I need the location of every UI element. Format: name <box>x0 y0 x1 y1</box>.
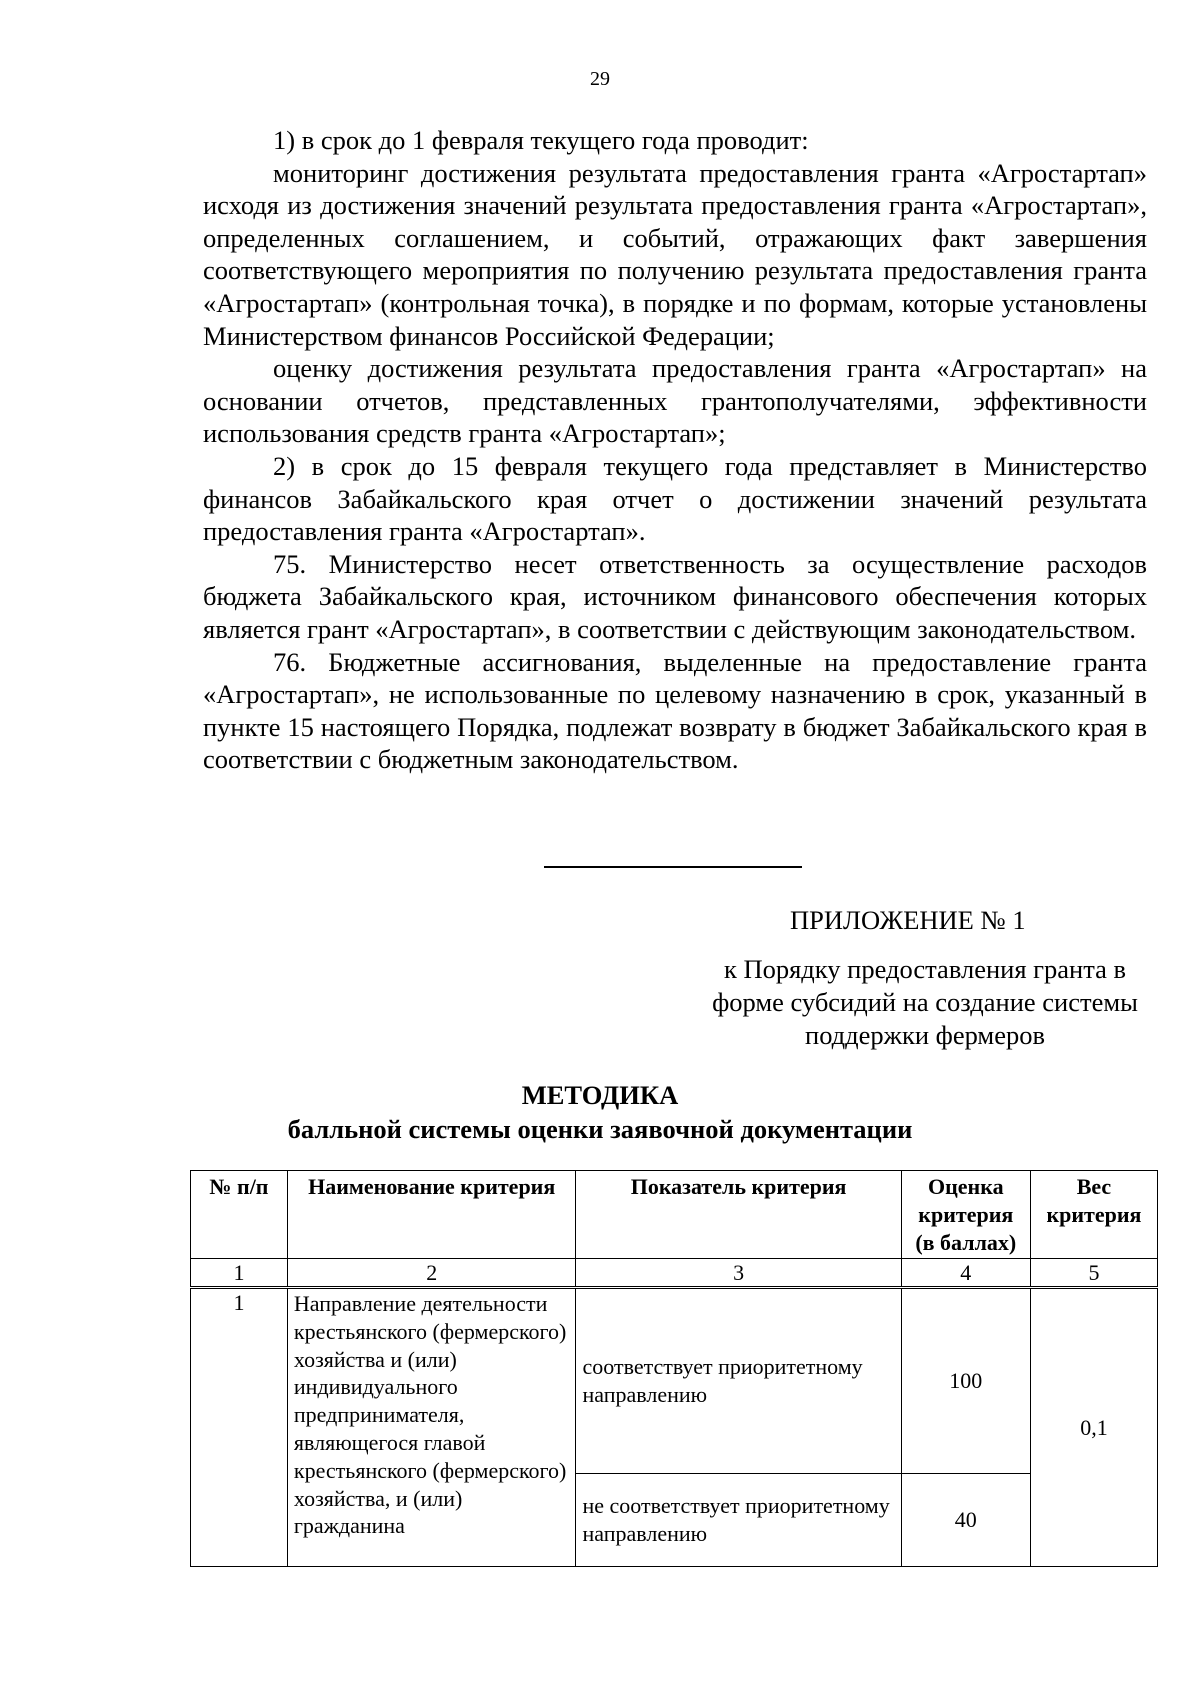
column-number: 4 <box>901 1259 1030 1287</box>
header-name: Наименование критерия <box>287 1171 576 1259</box>
paragraph-6: 76. Бюджетные ассигнования, выделенные на предоставление гранта «Агростартап», не использованные по целевому назначению в срок, указанный в пункте 15 настоящего Порядка, подлежат возврату в бюджет Забайкальского края в соответствии с бюджетным законодательством. <box>203 646 1147 775</box>
column-number-row <box>191 1259 1158 1287</box>
table-header-row <box>191 1171 1158 1259</box>
paragraph-1: 1) в срок до 1 февраля текущего года проводит: <box>273 125 809 155</box>
paragraph-5: 75. Министерство несет ответственность за осуществление расходов бюджета Забайкальского края, источником финансового обеспечения которых является грант «Агростартап», в соответствии с действующим законодательством. <box>203 548 1147 644</box>
criterion-score: 100 <box>901 1289 1030 1474</box>
appendix-title: ПРИЛОЖЕНИЕ № 1 <box>790 905 1026 935</box>
paragraph-4: 2) в срок до 15 февраля текущего года представляет в Министерство финансов Забайкальского края отчет о достижении значений результата предоставления гранта «Агростартап». <box>203 450 1147 547</box>
methodology-subtitle: балльной системы оценки заявочной документации <box>287 1114 913 1144</box>
paragraph-3: оценку достижения результата предоставления гранта «Агростартап» на основании отчетов, представленных грантополучателями, эффективности использования средств гранта «Агростартап»; <box>203 353 1147 449</box>
column-number: 5 <box>1030 1259 1157 1287</box>
criterion-score: 40 <box>901 1474 1030 1567</box>
criterion-indicator: соответствует приоритетному направлению <box>576 1289 901 1474</box>
criterion-name: Направление деятельности крестьянского (фермерского) хозяйства и (или) индивидуального предпринимателя, являющегося главой крестьянского (фермерского) хозяйства, и (или) гражданина <box>287 1289 576 1567</box>
table-row <box>191 1289 1158 1474</box>
header-weight: Вес критерия <box>1030 1171 1157 1259</box>
header-score: Оценка критерия (в баллах) <box>901 1171 1030 1259</box>
header-indicator: Показатель критерия <box>576 1171 901 1259</box>
body-text <box>203 124 1147 776</box>
criterion-number: 1 <box>191 1289 288 1567</box>
appendix-subtitle-line: форме субсидий на создание системы <box>712 987 1138 1017</box>
column-number: 1 <box>191 1259 288 1287</box>
column-number: 2 <box>287 1259 576 1287</box>
appendix-subtitle-line: поддержки фермеров <box>805 1020 1045 1050</box>
paragraph-2: мониторинг достижения результата предоставления гранта «Агростартап» исходя из достижения значений результата предоставления гранта «Агростартап», определенных соглашением, и событий, отражающих факт завершения соответствующего мероприятия по получению результата предоставления гранта «Агростартап» (контрольная точка), в порядке и по формам, которые установлены Министерством финансов Российской Федерации; <box>203 157 1147 351</box>
appendix-subtitle <box>680 953 1170 1052</box>
methodology-title: МЕТОДИКА <box>521 1080 679 1110</box>
criterion-weight: 0,1 <box>1030 1289 1157 1567</box>
section-separator <box>544 866 802 868</box>
criteria-table-body <box>190 1288 1158 1567</box>
criteria-table-header <box>190 1170 1158 1287</box>
column-number: 3 <box>576 1259 901 1287</box>
header-number: № п/п <box>191 1171 288 1259</box>
page-number: 29 <box>590 68 610 90</box>
appendix-subtitle-line: к Порядку предоставления гранта в <box>723 954 1127 984</box>
criterion-indicator: не соответствует приоритетному направлению <box>576 1474 901 1567</box>
